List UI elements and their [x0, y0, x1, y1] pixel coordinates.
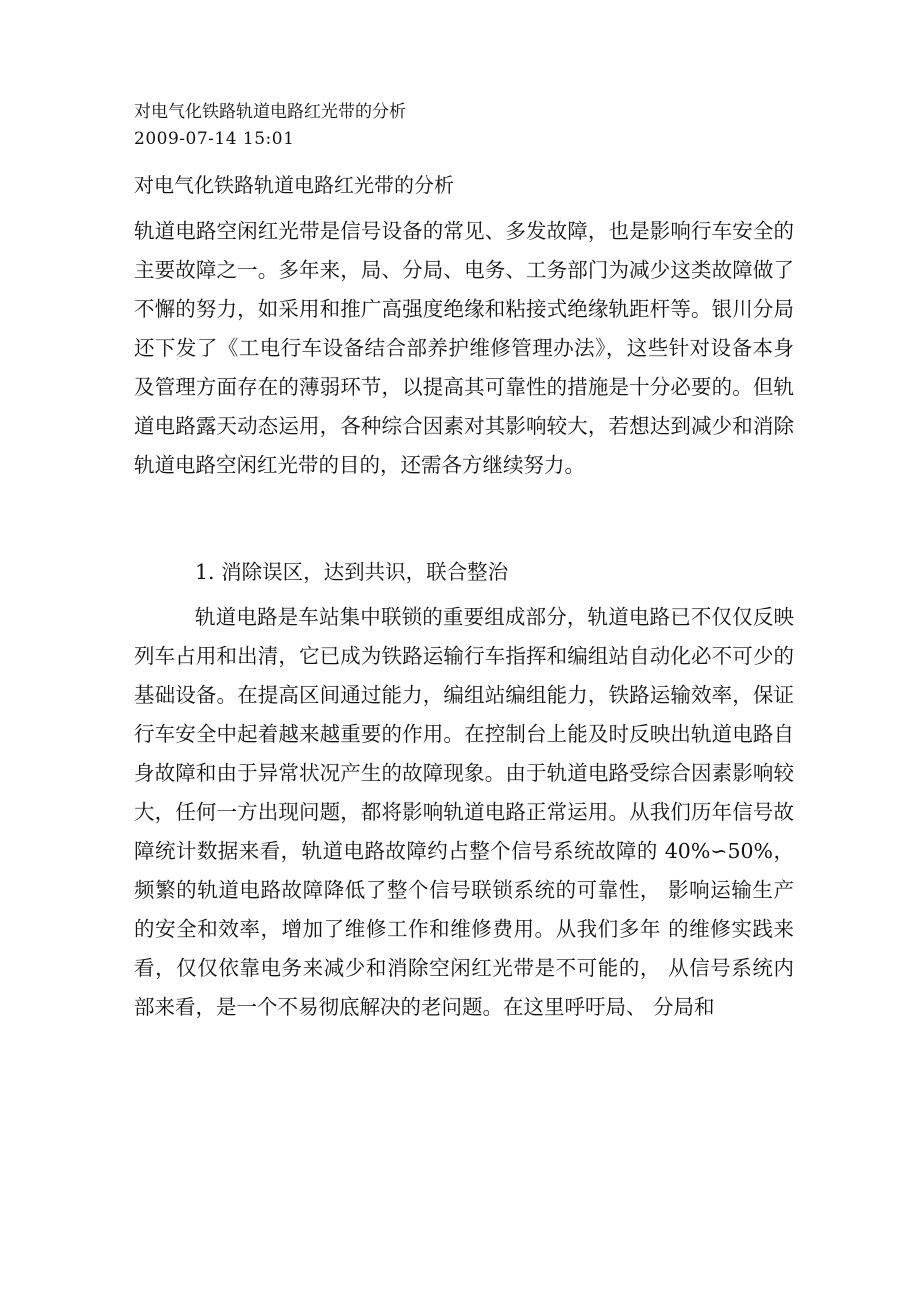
section-heading: 1. 消除误区，达到共识，联合整治: [195, 560, 509, 584]
header-title: 对电气化铁路轨道电路红光带的分析: [134, 102, 406, 122]
body-paragraph: 轨道电路空闲红光带是信号设备的常见、多发故障，也是影响行车安全的主要故障之一。多年来，局、分局、电务、工务部门为减少这类故障做了不懈的努力，如采用和推广高强度绝缘和粘接式绝缘轨距杆等。银川分局还下发了《工电行车设备结合部养护维修管理办法》，这些针对设备本身及管理方面存在的薄弱环节，以提高其可靠性的措施是十分必要的。但轨道电路露天动态运用，各种综合因素对其影响较大，若想达到减少和消除轨道电路空闲红光带的目的，还需各方继续努力。: [134, 219, 794, 477]
body-paragraph: 轨道电路是车站集中联锁的重要组成部分，轨道电路已不仅仅反映列车占用和出清，它已成为铁路运输行车指挥和编组站自动化必不可少的基础设备。在提高区间通过能力，编组站编组能力，铁路运输效率，保证行车安全中起着越来越重要的作用。在控制台上能及时反映出轨道电路自身故障和由于异常状况产生的故障现象。由于轨道电路受综合因素影响较大，任何一方出现问题，都将影响轨道电路正常运用。从我们历年信号故障统计数据来看，轨道电路故障约占整个信号系统故障的 40%∽50%，频繁的轨道电路故障降低了整个信号联锁系统的可靠性， 影响运输生产的安全和效率，增加了维修工作和维修费用。从我们多年 的维修实践来看，仅仅依靠电务来减少和消除空闲红光带是不可能的， 从信号系统内部来看，是一个不易彻底解决的老问题。在这里呼吁局、 分局和: [134, 605, 794, 1019]
header-datetime: 2009-07-14 15:01: [134, 129, 295, 149]
article-title: 对电气化铁路轨道电路红光带的分析: [134, 173, 454, 197]
